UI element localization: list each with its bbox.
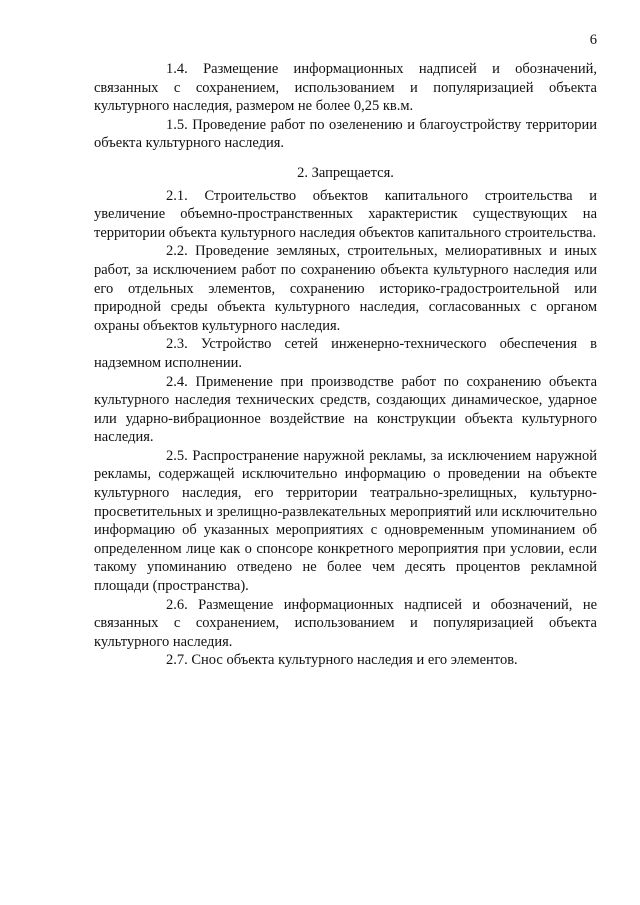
paragraph-text: Строительство объектов капитального строительства и увеличение объемно-пространственных характеристик существующих на территории объекта культурного наследия объектов капитального строительства.	[94, 187, 597, 241]
page-number: 6	[589, 32, 597, 48]
paragraph-number: 2.6.	[166, 596, 188, 613]
paragraph-number: 2.7.	[166, 652, 188, 669]
paragraph-text: Снос объекта культурного наследия и его элементов.	[191, 652, 518, 669]
document-body	[94, 60, 597, 670]
paragraph-number: 2.4.	[166, 373, 188, 390]
paragraph-number: 2.1.	[166, 187, 188, 204]
paragraph-text: Размещение информационных надписей и обозначений, не связанных с сохранением, использованием и популяризацией объекта культурного наследия.	[94, 596, 598, 650]
paragraph-number: 2.2.	[166, 243, 188, 260]
paragraph-text: Применение при производстве работ по сохранению объекта культурного наследия технических средств, создающих динамическое, ударное или ударно-вибрационное воздействие на конструкции объекта культурного наследия.	[94, 373, 598, 446]
paragraph-text: Устройство сетей инженерно-технического обеспечения в надземном исполнении.	[94, 336, 597, 371]
paragraph-text: Размещение информационных надписей и обозначений, связанных с сохранением, использованием и популяризацией объекта культурного наследия, размером не более 0,25 кв.м.	[94, 61, 597, 115]
paragraph-2-1	[94, 187, 597, 243]
paragraph-1-5	[94, 116, 597, 153]
paragraph-2-7	[94, 651, 597, 670]
paragraph-2-6	[94, 596, 597, 652]
paragraph-number: 2.5.	[166, 447, 188, 464]
paragraph-1-4	[94, 60, 597, 116]
paragraph-2-2	[94, 242, 597, 335]
paragraph-text: Проведение земляных, строительных, мелиоративных и иных работ, за исключением работ по сохранению объекта культурного наследия или его отдельных элементов, сохранению историко-градостроительной или природной среды объекта культурного наследия, согласованных с органом охраны объектов культурного наследия.	[94, 243, 597, 334]
paragraph-text: Проведение работ по озеленению и благоустройству территории объекта культурного наследия.	[94, 116, 598, 152]
paragraph-text: Распространение наружной рекламы, за исключением наружной рекламы, содержащей исключительно информацию о проведении на объекте культурного наследия, его территории театрально-зрелищных, культурно-просветительных и зрелищно-развлекательных мероприятий или исключительно информацию об указанных мероприятиях с одновременным упоминанием об определенном лице как о спонсоре конкретного мероприятия при условии, если такому упоминанию отведено не более чем десять процентов рекламной площади (пространства).	[94, 447, 597, 595]
paragraph-2-5	[94, 447, 597, 596]
paragraph-2-3	[94, 335, 597, 372]
paragraph-number: 2.3.	[166, 336, 188, 353]
section-2-title: 2. Запрещается.	[297, 164, 394, 181]
paragraph-number: 1.5.	[166, 116, 188, 133]
paragraph-number: 1.4.	[166, 61, 188, 77]
paragraph-2-4	[94, 373, 597, 447]
